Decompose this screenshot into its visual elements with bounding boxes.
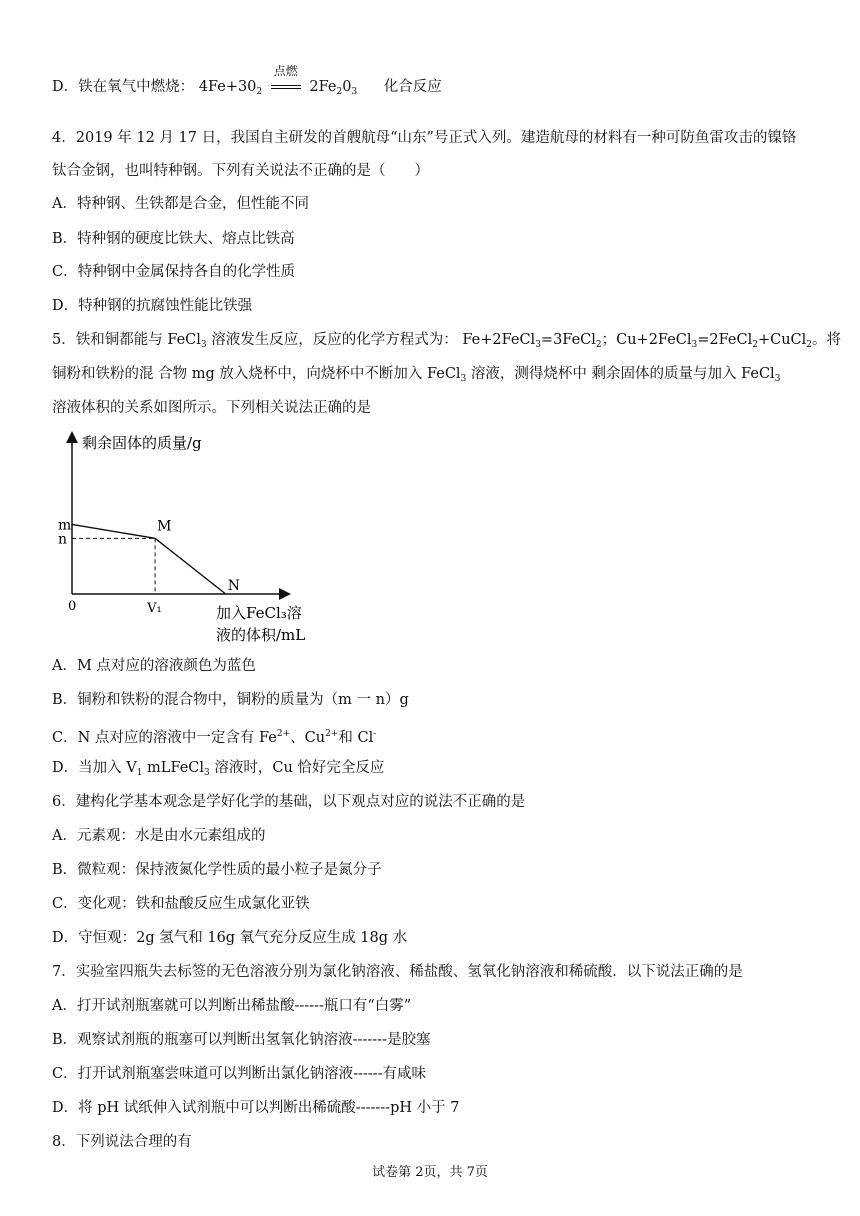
q7-option-a: A．打开试剂瓶塞就可以判断出稀盐酸------瓶口有“白雾”: [52, 998, 412, 1014]
q3d-prefix: D．铁在氧气中燃烧：: [52, 79, 195, 95]
q4-option-c: C．特种钢中金属保持各自的化学性质: [52, 264, 296, 280]
q7-option-d: D．将 pH 试纸伸入试剂瓶中可以判断出稀硫酸-------pH 小于 7: [52, 1100, 460, 1116]
q5-stem-line3: 溶液体积的关系如图所示。下列相关说法正确的是: [52, 400, 371, 416]
q5-option-c: C．N 点对应的溶液中一定含有 $Fe^{2+}$、$Cu^{2+}$和 Cl-: [52, 729, 377, 746]
reaction-condition-arrow: [271, 64, 301, 97]
y-tick-label-m: m: [58, 517, 72, 534]
reaction-type: 化合反应: [383, 79, 442, 95]
q4-stem-line2: 钛合金钢，也叫特种钢。下列有关说法不正确的是（ ）: [52, 163, 429, 179]
y-tick-label-n: n: [58, 531, 68, 548]
q3-option-d: [52, 64, 442, 102]
q6-option-d: D．守恒观：2g 氢气和 16g 氧气充分反应生成 18g 水: [52, 930, 408, 946]
point-label-n: N: [227, 578, 240, 594]
q6-option-c: C．变化观：铁和盐酸反应生成氯化亚铁: [52, 896, 310, 912]
equation-rhs: $2Fe_20_3$: [309, 79, 358, 97]
q4-stem-line1: 4．2019 年 12 月 17 日，我国自主研发的首艘航母“山东”号正式入列。建造航母的材料有一种可防鱼雷攻击的镍铬: [52, 130, 797, 146]
q4-option-d: D．特种钢的抗腐蚀性能比铁强: [52, 298, 253, 314]
q4-option-a: A．特种钢、生铁都是合金，但性能不同: [52, 196, 309, 212]
data-line-segment: [72, 524, 155, 538]
q5-stem-line2: 铜粉和铁粉的混 合物 mg 放入烧杯中，向烧杯中不断加入 FeCl$_3$ 溶液，测得烧杯中 剩余固体的质量与加入 FeCl$_3$: [52, 366, 781, 384]
page-footer: 试卷第 2页，共 7页: [372, 1165, 488, 1180]
q7-stem: 7．实验室四瓶失去标签的无色溶液分别为氯化钠溶液、稀盐酸、氢氧化钠溶液和稀硫酸．以下说法正确的是: [52, 964, 743, 980]
x-axis-label-line2: 液的体积/mL: [216, 626, 306, 644]
mass-volume-chart: [48, 428, 348, 648]
x-tick-label-v1: V₁: [147, 601, 162, 616]
x-axis-label-line1: 加入FeCl₃溶: [216, 604, 302, 622]
equation-lhs: $4Fe+30_2$: [198, 79, 263, 97]
q7-option-c: C．打开试剂瓶塞尝味道可以判断出氯化钠溶液------有咸味: [52, 1066, 426, 1082]
data-line-segment: [155, 538, 226, 594]
q5-option-a: A．M 点对应的溶液颜色为蓝色: [52, 658, 256, 674]
q6-option-a: A．元素观：水是由水元素组成的: [52, 828, 266, 844]
q5-option-d: D．当加入 $V_1$ mLFeCl$_3$ 溶液时，Cu 恰好完全反应: [52, 760, 385, 778]
q5-option-b: B．铜粉和铁粉的混合物中，铜粉的质量为（m 一 n）g: [52, 692, 409, 708]
q6-stem: 6．建构化学基本观念是学好化学的基础，以下观点对应的说法不正确的是: [52, 794, 526, 810]
y-axis-label: 剩余固体的质量/g: [82, 434, 202, 452]
point-label-m: M: [157, 518, 172, 535]
q6-option-b: B．微粒观：保持液氮化学性质的最小粒子是氮分子: [52, 862, 382, 878]
condition-label: 点燃: [273, 64, 298, 78]
q8-stem: 8．下列说法合理的有: [52, 1134, 192, 1150]
q7-option-b: B．观察试剂瓶的瓶塞可以判断出氢氧化钠溶液-------是胶塞: [52, 1032, 431, 1048]
q4-option-b: B．特种钢的硬度比铁大、熔点比铁高: [52, 231, 295, 247]
q5-stem-line1: 5．铁和铜都能与 FeCl$_3$ 溶液发生反应，反应的化学方程式为： Fe+2FeCl$_3$=3FeCl$_2$；Cu+2FeCl$_3$=2FeCl$_2$+CuCl$_2$。将: [52, 332, 842, 350]
origin-label: 0: [68, 599, 77, 614]
